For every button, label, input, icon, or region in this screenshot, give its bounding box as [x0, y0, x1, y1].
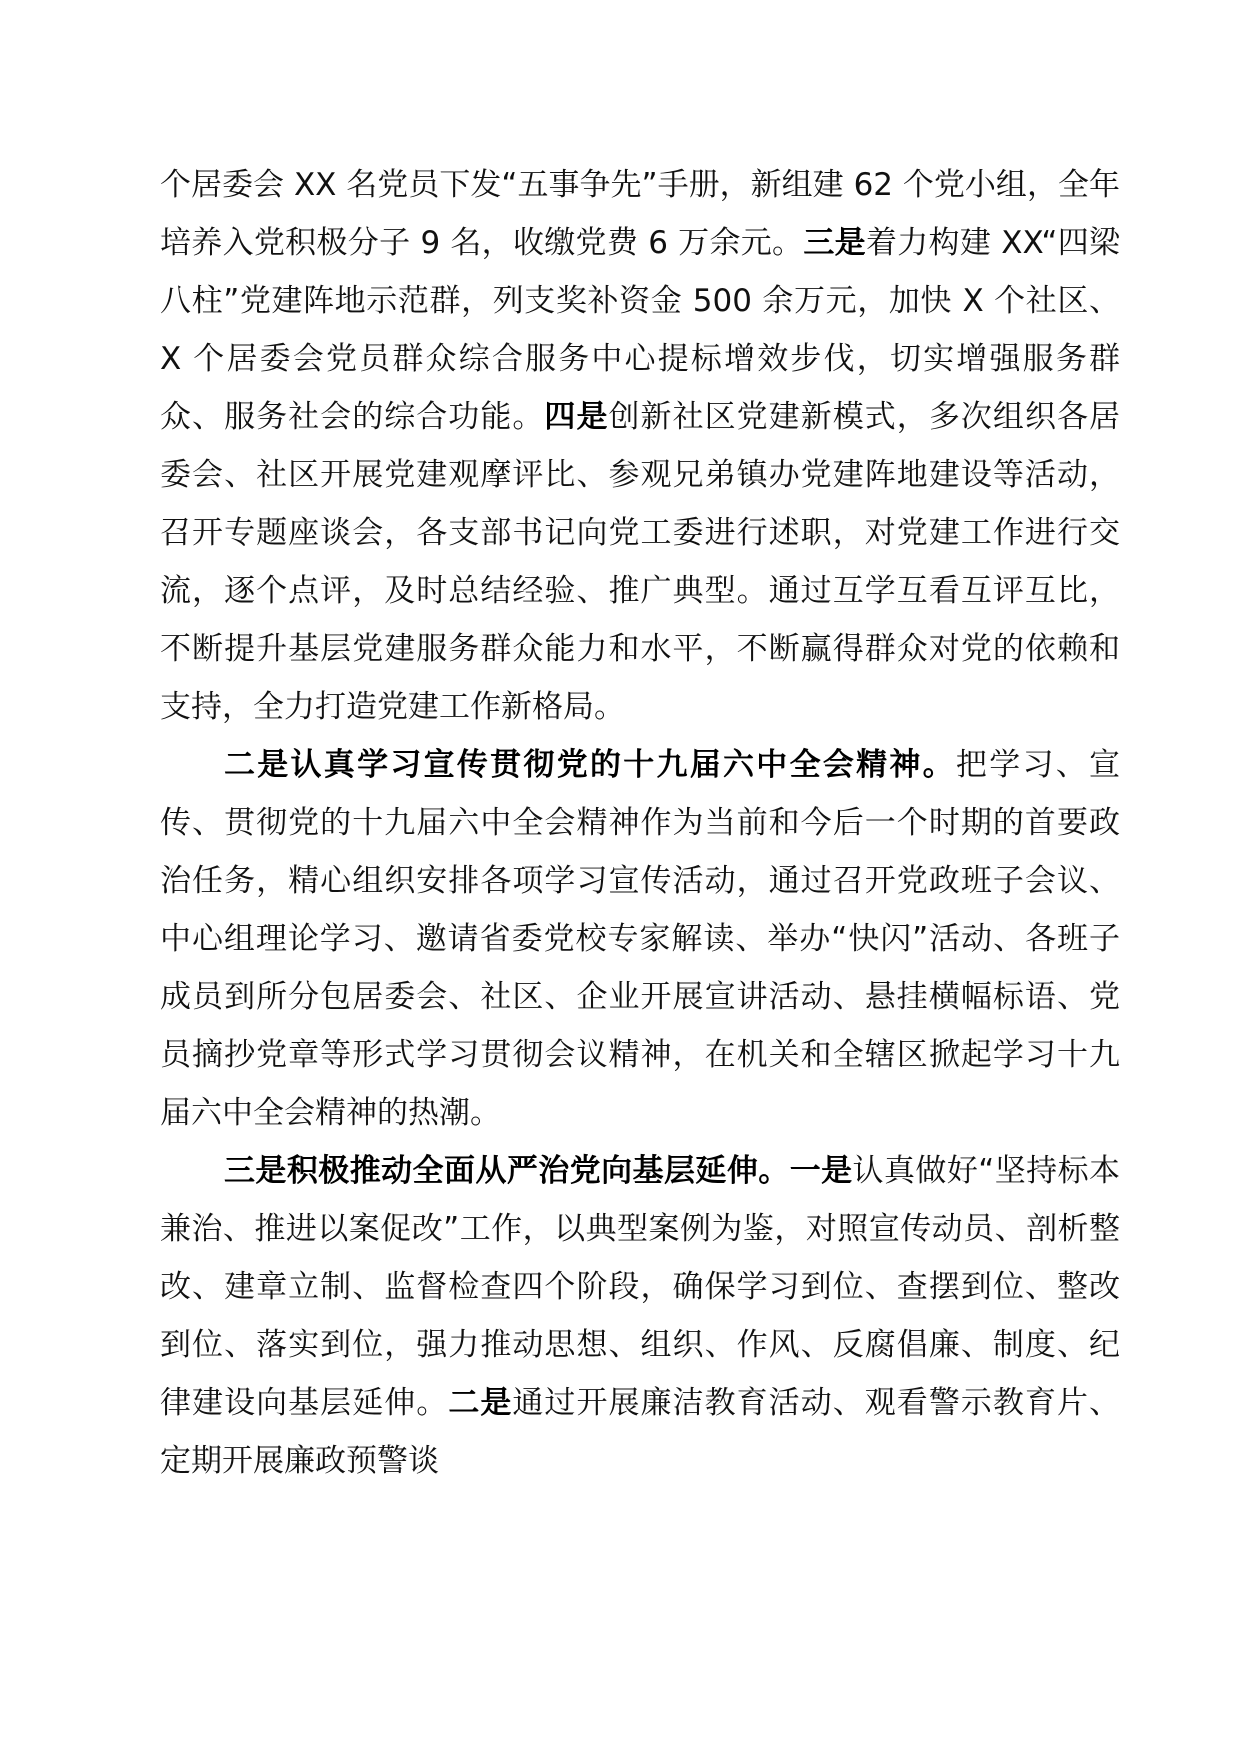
text-segment: 创新社区党建新模式，多次组织各居委会、社区开展党建观摩评比、参观兄弟镇办党建阵地建设等活动，召开专题座谈会，各支部书记向党工委进行述职，对党建工作进行交流，逐个点评，及时总结经验、推广典型。通过互学互看互评互比，不断提升基层党建服务群众能力和水平，不断赢得群众对党的依赖和支持，全力打造党建工作新格局。: [160, 399, 1121, 725]
paragraph-party-building-continued: [160, 156, 1120, 736]
bold-marker-third: 三是: [803, 225, 866, 261]
bold-marker-first: 一是: [789, 1153, 853, 1189]
bold-marker-fourth: 四是: [544, 399, 609, 435]
section-heading: 二是认真学习宣传贯彻党的十九届六中全会精神。: [224, 747, 956, 783]
text-segment: 把学习、宣传、贯彻党的十九届六中全会精神作为当前和今后一个时期的首要政治任务，精心组织安排各项学习宣传活动，通过召开党政班子会议、中心组理论学习、邀请省委党校专家解读、举办“快闪”活动、各班子成员到所分包居委会、社区、企业开展宣讲活动、悬挂横幅标语、党员摘抄党章等形式学习贯彻会议精神，在机关和全辖区掀起学习十九届六中全会精神的热潮。: [160, 747, 1120, 1131]
section-heading: 三是积极推动全面从严治党向基层延伸。: [224, 1153, 790, 1189]
bold-marker-second: 二是: [448, 1385, 513, 1421]
document-page: [160, 156, 1120, 1490]
paragraph-study-plenary-spirit: [160, 736, 1120, 1142]
text-segment: 通过开展廉洁教育活动、观看警示教育片、定期开展廉政预警谈: [160, 1385, 1121, 1479]
text-segment: 认真做好“坚持标本兼治、推进以案促改”工作，以典型案例为鉴，对照宣传动员、剖析整改、建章立制、监督检查四个阶段，确保学习到位、查摆到位、整改到位、落实到位，强力推动思想、组织、作风、反腐倡廉、制度、纪律建设向基层延伸。: [160, 1153, 1121, 1421]
text-segment: 着力构建 XX“四梁八柱”党建阵地示范群，列支奖补资金 500 余万元，加快 X 个社区、X 个居委会党员群众综合服务中心提标增效步伐，切实增强服务群众、服务社会的综合功能。: [160, 225, 1120, 435]
paragraph-strict-governance: [160, 1142, 1120, 1490]
text-segment: 个居委会 XX 名党员下发“五事争先”手册，新组建 62 个党小组，全年培养入党积极分子 9 名，收缴党费 6 万余元。: [160, 167, 1120, 261]
